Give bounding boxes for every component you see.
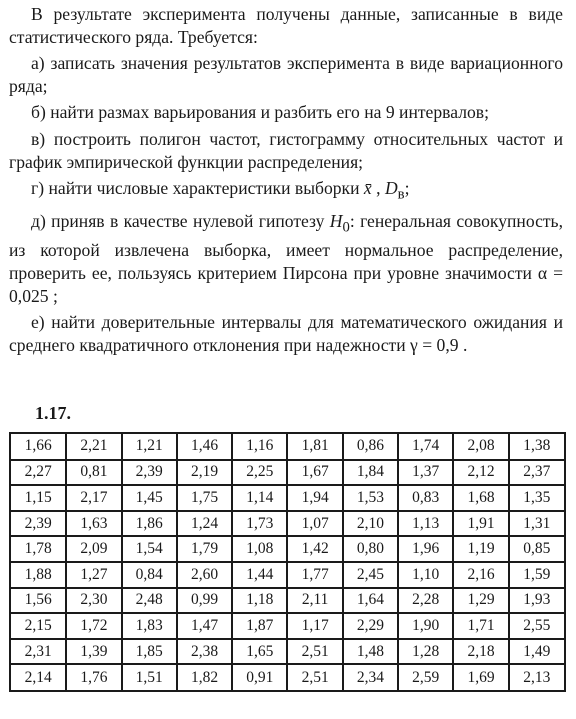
table-cell: 1,90 [398,613,453,639]
table-cell: 1,07 [287,511,342,537]
table-cell: 1,88 [11,562,66,588]
table-cell: 1,68 [453,485,508,511]
table-cell: 1,74 [398,434,453,460]
data-table-body [11,434,564,690]
table-row [11,613,564,639]
table-cell: 2,17 [66,485,121,511]
null-hypothesis-symbol: H [329,211,343,232]
table-cell: 2,14 [11,664,66,690]
table-cell: 1,87 [232,613,287,639]
table-cell: 1,21 [122,434,177,460]
problem-statement [9,3,563,356]
table-cell: 1,48 [343,639,398,665]
table-cell: 2,39 [122,460,177,486]
table-row [11,485,564,511]
table-cell: 2,09 [66,536,121,562]
table-cell: 2,55 [509,613,564,639]
sample-variance-subscript: в [397,186,405,203]
table-cell: 1,72 [66,613,121,639]
task-item-d-end: ; [404,178,410,199]
table-cell: 1,82 [177,664,232,690]
table-cell: 1,59 [509,562,564,588]
data-table-container [9,432,566,692]
table-row [11,460,564,486]
table-cell: 1,64 [343,588,398,614]
table-cell: 1,71 [453,613,508,639]
table-cell: 1,84 [343,460,398,486]
table-cell: 1,18 [232,588,287,614]
table-cell: 2,34 [343,664,398,690]
table-cell: 1,81 [287,434,342,460]
table-cell: 1,08 [232,536,287,562]
table-cell: 1,94 [287,485,342,511]
table-cell: 1,67 [287,460,342,486]
task-item-a: а) записать значения результатов эксперимента в виде вариационного ряда; [9,53,563,96]
table-cell: 1,78 [11,536,66,562]
table-cell: 2,29 [343,613,398,639]
table-cell: 2,18 [453,639,508,665]
sample-variance-symbol: D [384,178,398,199]
null-hypothesis-subscript: 0 [342,219,350,236]
table-cell: 2,16 [453,562,508,588]
table-cell: 2,10 [343,511,398,537]
table-cell: 2,28 [398,588,453,614]
table-cell: 1,17 [287,613,342,639]
table-row [11,511,564,537]
table-cell: 1,65 [232,639,287,665]
table-cell: 2,48 [122,588,177,614]
table-cell: 1,77 [287,562,342,588]
table-cell: 1,54 [122,536,177,562]
table-cell: 2,51 [287,639,342,665]
task-item-d [9,177,563,206]
table-cell: 0,85 [509,536,564,562]
table-cell: 2,27 [11,460,66,486]
table-cell: 1,37 [398,460,453,486]
sample-mean-symbol: x̄ [363,178,372,199]
table-cell: 2,59 [398,664,453,690]
table-cell: 1,85 [122,639,177,665]
table-cell: 2,38 [177,639,232,665]
table-cell: 0,81 [66,460,121,486]
table-row [11,588,564,614]
table-cell: 1,15 [11,485,66,511]
table-cell: 2,21 [66,434,121,460]
intro-paragraph: В результате эксперимента получены данные, записанные в виде статистического ряда. Требуется: [9,4,563,47]
table-cell: 2,45 [343,562,398,588]
table-cell: 1,91 [453,511,508,537]
table-row [11,434,564,460]
table-cell: 1,39 [66,639,121,665]
table-row [11,562,564,588]
table-cell: 1,75 [177,485,232,511]
table-cell: 0,91 [232,664,287,690]
table-cell: 1,38 [509,434,564,460]
task-item-f: е) найти доверительные интервалы для математического ожидания и среднего квадратичного отклонения при надежности γ = 0,9 . [9,312,563,355]
table-cell: 1,35 [509,485,564,511]
table-cell: 2,25 [232,460,287,486]
table-row [11,664,564,690]
data-table [9,432,566,692]
task-item-d-separator: , [371,178,385,199]
table-cell: 1,14 [232,485,287,511]
table-cell: 0,80 [343,536,398,562]
table-cell: 1,63 [66,511,121,537]
task-item-b: б) найти размах варьирования и разбить его на 9 интервалов; [31,102,489,123]
table-cell: 0,86 [343,434,398,460]
task-item-c: в) построить полигон частот, гистограмму относительных частот и график эмпирической функции распределения; [9,128,563,172]
table-cell: 2,37 [509,460,564,486]
table-cell: 2,60 [177,562,232,588]
table-cell: 1,86 [122,511,177,537]
table-cell: 1,31 [509,511,564,537]
table-cell: 2,31 [11,639,66,665]
task-item-d-prefix: г) найти числовые характеристики выборки [31,178,364,199]
table-cell: 1,27 [66,562,121,588]
table-cell: 2,39 [11,511,66,537]
table-cell: 1,73 [232,511,287,537]
table-cell: 1,10 [398,562,453,588]
table-cell: 2,08 [453,434,508,460]
table-cell: 1,53 [343,485,398,511]
table-cell: 1,45 [122,485,177,511]
table-cell: 1,66 [11,434,66,460]
table-cell: 1,13 [398,511,453,537]
table-cell: 2,51 [287,664,342,690]
table-cell: 1,16 [232,434,287,460]
table-cell: 1,49 [509,639,564,665]
table-cell: 1,19 [453,536,508,562]
table-cell: 2,30 [66,588,121,614]
table-cell: 0,84 [122,562,177,588]
table-cell: 2,13 [509,664,564,690]
table-cell: 1,93 [509,588,564,614]
table-cell: 1,56 [11,588,66,614]
table-cell: 1,83 [122,613,177,639]
table-cell: 1,69 [453,664,508,690]
task-item-e-prefix: д) приняв в качестве нулевой гипотезу [31,211,330,232]
table-cell: 1,47 [177,613,232,639]
table-row [11,536,564,562]
table-cell: 1,46 [177,434,232,460]
table-cell: 0,83 [398,485,453,511]
table-cell: 2,15 [11,613,66,639]
table-cell: 1,29 [453,588,508,614]
table-cell: 0,99 [177,588,232,614]
table-row [11,639,564,665]
table-cell: 1,28 [398,639,453,665]
task-item-e [9,210,563,307]
table-cell: 2,11 [287,588,342,614]
problem-number: 1.17. [35,403,71,423]
table-cell: 1,76 [66,664,121,690]
table-cell: 1,96 [398,536,453,562]
table-cell: 1,44 [232,562,287,588]
table-cell: 2,19 [177,460,232,486]
table-cell: 2,12 [453,460,508,486]
table-cell: 1,79 [177,536,232,562]
table-cell: 1,42 [287,536,342,562]
table-cell: 1,51 [122,664,177,690]
task-item-e-rest: : генеральная совокупность, из которой извлечена выборка, имеет нормальное распределение, проверить ее, пользуясь критерием Пирсона при уровне значимости α = 0,025 ; [9,211,563,306]
table-cell: 1,24 [177,511,232,537]
